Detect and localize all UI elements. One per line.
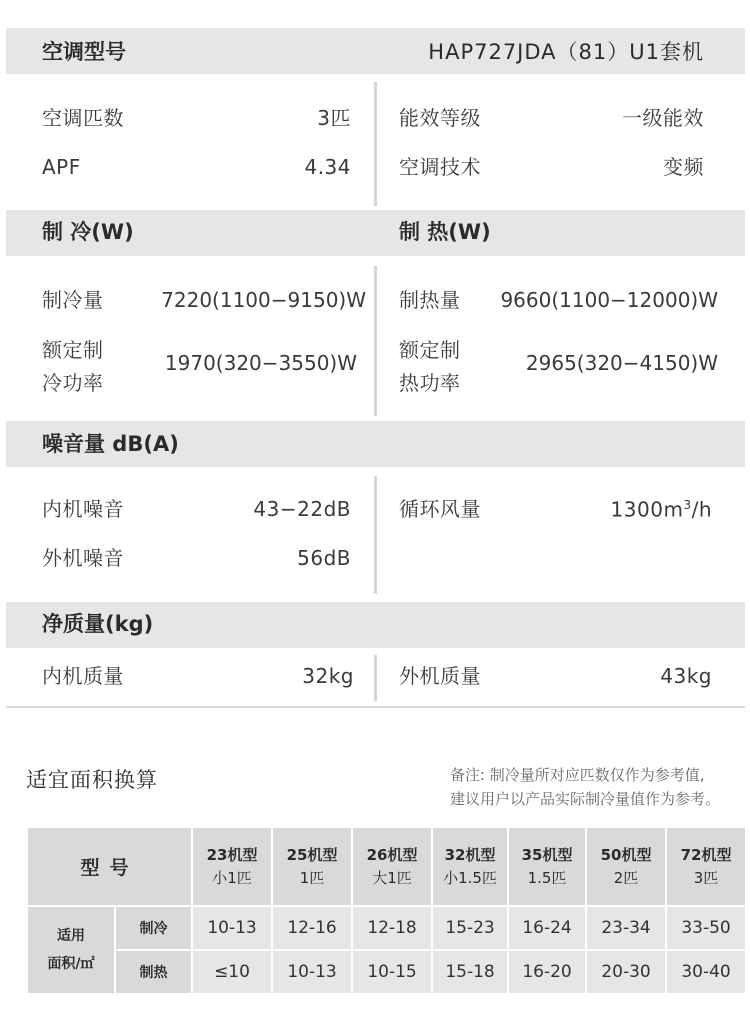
area-note-line2: 建议用户以产品实际制冷量值作为参考。: [449, 790, 720, 808]
column-divider: [374, 266, 377, 416]
heat-area-value: 30-40: [666, 950, 746, 994]
column-header: [192, 827, 272, 906]
hp-value: 3匹: [317, 106, 351, 130]
tech-value: 变频: [663, 155, 704, 179]
cooling-power-value: 1970(320−3550)W: [164, 351, 357, 375]
column-hp: 1.5匹: [527, 868, 567, 887]
column-model: 23机型: [206, 845, 258, 864]
column-hp: 小1匹: [212, 868, 252, 887]
column-model: 50机型: [600, 845, 652, 864]
cool-area-value: 23-34: [586, 906, 666, 950]
heating-power-label-line2: 热功率: [399, 371, 461, 395]
column-divider: [374, 82, 377, 206]
column-model: 32机型: [444, 845, 496, 864]
airflow-unit: /h: [691, 497, 712, 522]
column-header: [432, 827, 508, 906]
cool-area-value: 15-23: [432, 906, 508, 950]
cooling-capacity-value: 7220(1100−9150)W: [161, 288, 366, 312]
column-hp: 3匹: [693, 868, 719, 887]
column-divider: [374, 655, 377, 701]
apf-label: APF: [42, 155, 81, 179]
column-header: [586, 827, 666, 906]
outdoor-weight-label: 外机质量: [399, 664, 481, 688]
efficiency-label: 能效等级: [399, 106, 481, 130]
airflow-number: 1300m: [610, 497, 684, 522]
usage-label-line1: 适用: [57, 928, 85, 944]
column-model: 25机型: [286, 845, 338, 864]
heat-area-value: 10-13: [272, 950, 352, 994]
heat-row-label: 制热: [115, 950, 192, 994]
area-title: 适宜面积换算: [26, 768, 158, 792]
heat-area-value: 16-20: [508, 950, 586, 994]
cooling-header: 制 冷(W): [42, 220, 134, 244]
heat-area-value: 15-18: [432, 950, 508, 994]
airflow-value: [611, 499, 712, 520]
heating-header: 制 热(W): [399, 220, 491, 244]
apf-value: 4.34: [304, 155, 351, 179]
noise-header: 噪音量 dB(A): [42, 432, 179, 456]
cooling-power-label-line2: 冷功率: [42, 371, 104, 395]
tech-label: 空调技术: [399, 155, 481, 179]
cool-area-value: 16-24: [508, 906, 586, 950]
usage-area-cell: [27, 906, 115, 994]
column-hp: 1匹: [299, 868, 325, 887]
heating-power-label: [399, 334, 461, 400]
heat-area-value: 20-30: [586, 950, 666, 994]
outdoor-noise-value: 56dB: [297, 546, 351, 570]
cool-area-value: 12-18: [352, 906, 432, 950]
indoor-noise-value: 43−22dB: [253, 497, 351, 521]
indoor-noise-label: 内机噪音: [42, 497, 124, 521]
section-separator: [6, 706, 745, 708]
column-header: [352, 827, 432, 906]
column-header: [508, 827, 586, 906]
column-header: [272, 827, 352, 906]
heating-power-value: 2965(320−4150)W: [525, 351, 718, 375]
cooling-power-label: [42, 334, 104, 400]
area-note-line1: 备注: 制冷量所对应匹数仅作为参考值,: [449, 766, 705, 784]
heating-capacity-label: 制热量: [399, 288, 461, 312]
outdoor-weight-value: 43kg: [660, 664, 712, 688]
outdoor-noise-label: 外机噪音: [42, 546, 124, 570]
column-divider: [374, 476, 377, 594]
column-model: 35机型: [521, 845, 573, 864]
indoor-weight-label: 内机质量: [42, 664, 124, 688]
cool-area-value: 33-50: [666, 906, 746, 950]
column-hp: 2匹: [613, 868, 639, 887]
airflow-label: 循环风量: [399, 497, 481, 521]
hp-label: 空调匹数: [42, 106, 124, 130]
column-model: 72机型: [680, 845, 732, 864]
usage-label-line2: 面积/㎡: [47, 956, 95, 972]
airflow-superscript: 3: [683, 498, 692, 512]
area-note: [450, 763, 720, 811]
model-header-cell: 型号: [27, 827, 192, 906]
model-label: 空调型号: [42, 40, 126, 64]
area-table: [26, 826, 747, 995]
efficiency-value: 一级能效: [622, 106, 704, 130]
cool-area-value: 10-13: [192, 906, 272, 950]
cool-area-value: 12-16: [272, 906, 352, 950]
weight-header: 净质量(kg): [42, 612, 154, 636]
column-header: [666, 827, 746, 906]
heating-capacity-value: 9660(1100−12000)W: [500, 288, 718, 312]
column-model: 26机型: [366, 845, 418, 864]
column-hp: 大1匹: [372, 868, 412, 887]
cooling-capacity-label: 制冷量: [42, 288, 104, 312]
heat-area-value: 10-15: [352, 950, 432, 994]
heating-power-label-line1: 额定制: [399, 338, 461, 362]
heat-area-value: ≤10: [192, 950, 272, 994]
cooling-power-label-line1: 额定制: [42, 338, 104, 362]
model-value: HAP727JDA（81）U1套机: [428, 40, 704, 64]
cool-row-label: 制冷: [115, 906, 192, 950]
column-hp: 小1.5匹: [443, 868, 497, 887]
indoor-weight-value: 32kg: [302, 664, 354, 688]
